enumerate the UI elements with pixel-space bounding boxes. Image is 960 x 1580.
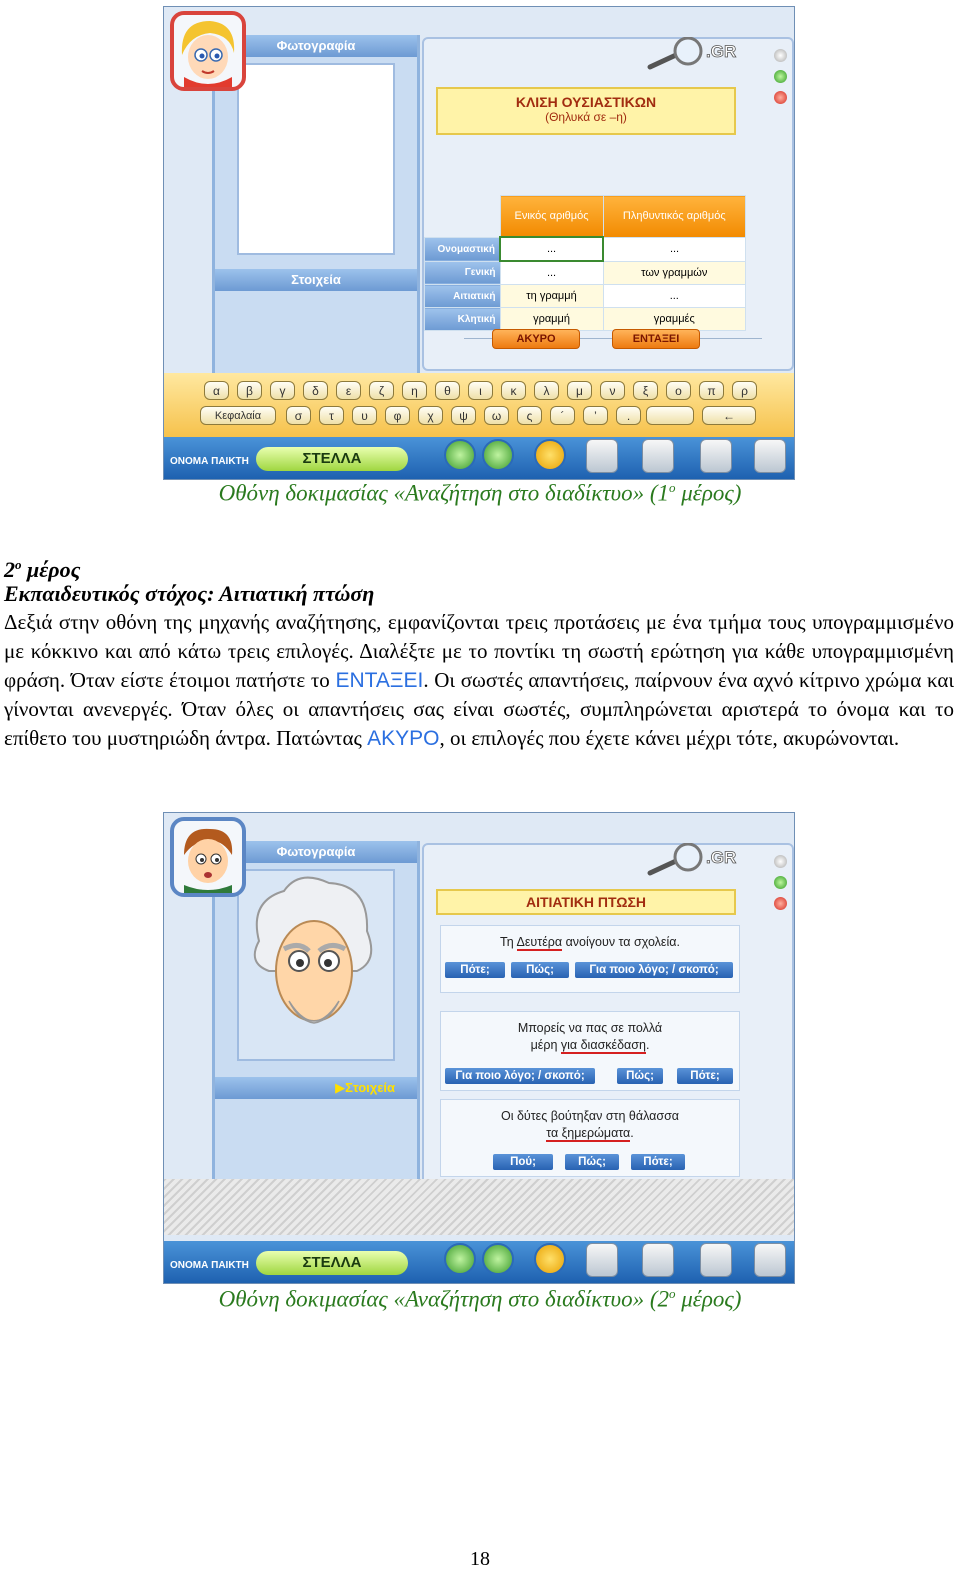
question-text <box>441 1108 739 1142</box>
backspace-key[interactable]: ← <box>702 406 756 425</box>
letter-key[interactable]: . <box>616 406 641 425</box>
part-word: μέρος <box>21 557 81 582</box>
greek-keyboard <box>164 373 794 437</box>
bottom-bar <box>164 437 794 479</box>
printer-icon[interactable] <box>700 1243 732 1277</box>
para-part1: Δεξιά στην οθόνη της μηχανής αναζήτησης, εμφανίζονται τρεις προτάσεις με ένα τμήμα τους υπογραμμισμένο με κόκκινο και από κάτω τρεις επιλογές. Διαλέξτε με το ποντίκι τη σωστή ερώτηση για κάθε υπογραμμισμένη φράση. Όταν είστε έτοιμοι πατήστε το <box>4 610 954 692</box>
question-1 <box>440 925 740 993</box>
underlined-phrase: για διασκέδαση <box>560 1038 646 1052</box>
question-text <box>441 934 739 951</box>
details-header: Στοιχεία <box>215 269 417 291</box>
page-title: ΚΛΙΣΗ ΟΥΣΙΑΣΤΙΚΩΝ <box>515 94 657 110</box>
letter-key[interactable]: θ <box>435 381 460 400</box>
question-line2-pre: μέρη <box>530 1038 561 1052</box>
logo-text: .GR <box>706 42 737 61</box>
girl-avatar-icon <box>170 11 246 91</box>
letter-key[interactable]: δ <box>303 381 328 400</box>
left-panel <box>212 841 420 1211</box>
letter-key[interactable]: ξ <box>633 381 658 400</box>
screenshot-part1 <box>163 6 795 480</box>
option-button[interactable]: Πώς; <box>565 1154 619 1170</box>
para-part2: . Οι σωστές απαντήσεις, παίρνουν ένα αχνό κίτρινο χρώμα και γίνονται ανενεργές. Όταν όλες οι απαντήσεις σας είναι σωστές, συμπληρώνεται αριστερά το όνομα και το επίθετο του μυστηριώδη άντρα. Πατώντας <box>4 668 954 750</box>
power-icon[interactable] <box>774 49 787 62</box>
tools-icon[interactable] <box>642 439 674 473</box>
letter-key[interactable]: κ <box>501 381 526 400</box>
caption-part1 <box>0 480 960 507</box>
photo-header: Φωτογραφία <box>215 35 417 57</box>
option-button[interactable]: Πώς; <box>511 962 569 978</box>
logo-text: .GR <box>706 848 737 867</box>
letter-key[interactable]: α <box>204 381 229 400</box>
caption-tail: μέρος) <box>675 1286 742 1312</box>
letter-key[interactable]: υ <box>352 406 377 425</box>
letter-key[interactable]: γ <box>270 381 295 400</box>
search-panel <box>422 843 794 1223</box>
letter-key[interactable]: ψ <box>451 406 476 425</box>
objective-text: Εκπαιδευτικός στόχος: Αιτιατική πτώση <box>4 581 375 606</box>
letter-key[interactable]: φ <box>385 406 410 425</box>
tools-icon[interactable] <box>642 1243 674 1277</box>
phone-icon[interactable] <box>586 1243 618 1277</box>
question-line2-post: . <box>645 1038 650 1052</box>
photo-frame <box>237 869 395 1061</box>
boy-avatar-icon <box>170 817 246 897</box>
ok-button[interactable]: ΕΝΤΑΞΕΙ <box>612 329 700 349</box>
red-light-icon <box>774 91 787 104</box>
cell-input[interactable]: ... <box>603 285 745 308</box>
page-subtitle: (Θηλυκά σε –η) <box>545 110 627 124</box>
para-part3: , οι επιλογές που έχετε κάνει μέχρι τότε, ακυρώνονται. <box>439 726 900 750</box>
space-key[interactable] <box>646 406 694 425</box>
row-header-vocative: Κλητική <box>425 308 501 331</box>
title-box <box>436 87 736 135</box>
letter-key[interactable]: ζ <box>369 381 394 400</box>
letter-key[interactable]: β <box>237 381 262 400</box>
mysterious-man-icon <box>239 871 389 1059</box>
letter-key[interactable]: ν <box>600 381 625 400</box>
caption-text: Οθόνη δοκιμασίας «Αναζήτηση στο διαδίκτυο» (1 <box>218 480 669 506</box>
letter-key[interactable]: ´ <box>550 406 575 425</box>
caps-key[interactable]: Κεφαλαία <box>200 406 276 425</box>
question-line2-post: . <box>630 1126 634 1140</box>
question-2 <box>440 1011 740 1091</box>
photo-frame <box>237 63 395 255</box>
status-lights <box>774 49 788 112</box>
letter-key[interactable]: η <box>402 381 427 400</box>
left-panel <box>212 35 420 415</box>
caption-sup: ο <box>669 480 676 495</box>
question-pre: Τη <box>500 935 517 949</box>
col-header-singular: Ενικός αριθμός <box>500 196 603 238</box>
letter-key[interactable]: ο <box>666 381 691 400</box>
smiley-icon[interactable] <box>534 1243 566 1275</box>
printer-icon[interactable] <box>700 439 732 473</box>
description-paragraph <box>4 608 954 753</box>
cancel-word: ΑΚΥΡΟ <box>367 727 440 750</box>
underlined-phrase: Δευτέρα <box>516 935 563 949</box>
question-text <box>441 1020 739 1054</box>
question-3 <box>440 1099 740 1177</box>
row-header-genitive: Γενική <box>425 261 501 285</box>
caption-text: Οθόνη δοκιμασίας «Αναζήτηση στο διαδίκτυο» (2 <box>218 1286 669 1312</box>
exit-icon[interactable] <box>754 1243 786 1277</box>
letter-key[interactable]: ε <box>336 381 361 400</box>
letter-key[interactable]: ς <box>517 406 542 425</box>
player-name-field: ΣΤΕΛΛΑ <box>256 447 408 471</box>
green-light-icon <box>774 70 787 83</box>
letter-key[interactable]: μ <box>567 381 592 400</box>
page-title: ΑΙΤΙΑΤΙΚΗ ΠΤΩΣΗ <box>436 889 736 915</box>
option-button[interactable]: Πότε; <box>445 962 505 978</box>
underlined-phrase: τα ξημερώματα <box>546 1126 631 1140</box>
back-arrow-icon[interactable] <box>444 1243 476 1275</box>
back-arrow-icon[interactable] <box>444 439 476 471</box>
option-button[interactable]: Πότε; <box>677 1068 733 1084</box>
letter-key[interactable]: π <box>699 381 724 400</box>
option-button[interactable]: Πού; <box>493 1154 553 1170</box>
question-post: ανοίγουν τα σχολεία. <box>562 935 680 949</box>
caption-part2 <box>0 1286 960 1313</box>
details-header: ▶Στοιχεία <box>215 1077 417 1099</box>
letter-key[interactable]: ρ <box>732 381 757 400</box>
objective <box>4 579 954 609</box>
cancel-button[interactable]: ΑΚΥΡΟ <box>492 329 580 349</box>
forward-arrow-icon[interactable] <box>482 439 514 471</box>
option-button[interactable]: Πώς; <box>617 1068 663 1084</box>
question-pre: Οι δύτες βούτηξαν στη θάλασσα <box>500 1109 680 1123</box>
status-lights <box>774 855 788 918</box>
screenshot-part2 <box>163 812 795 1284</box>
green-light-icon <box>774 876 787 889</box>
player-name-label: ΟΝΟΜΑ ΠΑΙΚΤΗ <box>170 1260 249 1271</box>
cell-value: των γραμμών <box>603 261 745 285</box>
letter-key[interactable]: ι <box>468 381 493 400</box>
cell-value: τη γραμμή <box>500 285 603 308</box>
letter-key[interactable]: σ <box>286 406 311 425</box>
cell-value: γραμμές <box>603 308 745 331</box>
magnifier-logo-icon <box>646 37 766 71</box>
page-number: 18 <box>470 1548 490 1570</box>
declension-table <box>424 195 746 331</box>
power-icon[interactable] <box>774 855 787 868</box>
option-button[interactable]: Πότε; <box>631 1154 685 1170</box>
row-header-accusative: Αιτιατική <box>425 285 501 308</box>
option-button[interactable]: Για ποιο λόγο; / σκοπό; <box>575 962 733 978</box>
part-sup: ο <box>15 557 22 572</box>
cell-input[interactable]: ... <box>500 261 603 285</box>
cell-input[interactable]: ... <box>500 237 603 261</box>
question-pre: Μπορείς να πας σε πολλά <box>517 1021 663 1035</box>
option-button[interactable]: Για ποιο λόγο; / σκοπό; <box>445 1068 595 1084</box>
forward-arrow-icon[interactable] <box>482 1243 514 1275</box>
ok-word: ΕΝΤΑΞΕΙ <box>335 669 424 692</box>
letter-key[interactable]: ’ <box>583 406 608 425</box>
letter-key[interactable]: χ <box>418 406 443 425</box>
photo-header: Φωτογραφία <box>215 841 417 863</box>
search-panel <box>422 37 794 371</box>
red-light-icon <box>774 897 787 910</box>
cell-value: γραμμή <box>500 308 603 331</box>
exit-icon[interactable] <box>754 439 786 473</box>
smiley-icon[interactable] <box>534 439 566 471</box>
caption-sup: ο <box>669 1286 676 1301</box>
letter-key[interactable]: τ <box>319 406 344 425</box>
col-header-plural: Πληθυντικός αριθμός <box>603 196 745 238</box>
player-name-field: ΣΤΕΛΛΑ <box>256 1251 408 1275</box>
part-number: 2 <box>4 557 15 582</box>
row-header-nominative: Ονομαστική <box>425 237 501 261</box>
magnifier-logo-icon <box>646 843 766 877</box>
letter-key[interactable]: ω <box>484 406 509 425</box>
hatched-background <box>164 1179 794 1235</box>
caption-tail: μέρος) <box>675 480 742 506</box>
cell-input[interactable]: ... <box>603 237 745 261</box>
player-name-label: ΟΝΟΜΑ ΠΑΙΚΤΗ <box>170 456 249 467</box>
bottom-bar <box>164 1241 794 1283</box>
letter-key[interactable]: λ <box>534 381 559 400</box>
phone-icon[interactable] <box>586 439 618 473</box>
